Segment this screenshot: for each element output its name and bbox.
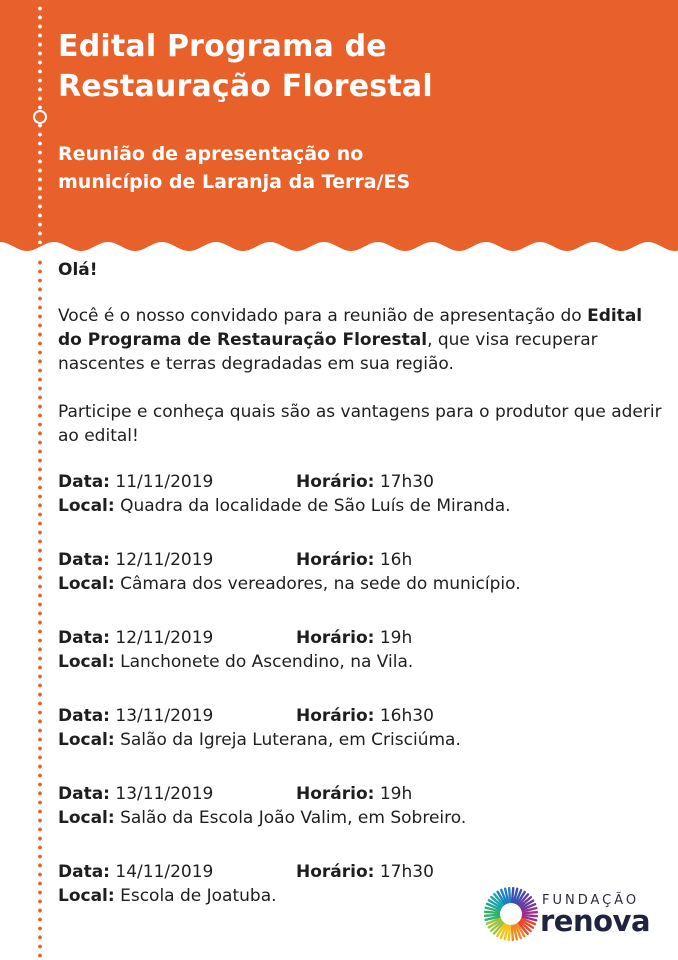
event-time: 19h — [379, 784, 413, 804]
intro-text-start: Você é o nosso convidado para a reunião de apresentação do — [58, 306, 588, 326]
place-label: Local: — [58, 886, 115, 906]
place-label: Local: — [58, 652, 115, 672]
intro-text-end: , que visa recuperar nascentes e terras degradadas em sua região. — [58, 330, 598, 374]
date-label: Data: — [58, 862, 110, 882]
date-label: Data: — [58, 784, 110, 804]
page-subtitle: Reunião de apresentação no município de Laranja da Terra/ES — [58, 143, 411, 193]
time-label: Horário: — [296, 784, 375, 804]
logo-ray — [509, 926, 510, 940]
dotted-line-top — [38, 4, 42, 244]
date-label: Data: — [58, 550, 110, 570]
event-time: 17h30 — [379, 472, 434, 492]
greeting: Olá! — [58, 260, 98, 280]
logo-ray — [512, 926, 513, 940]
logo-ray — [523, 912, 537, 913]
intro-program-name: Edital do Programa de Restauração Florestal — [58, 306, 643, 350]
event-item — [58, 782, 664, 860]
date-label: Data: — [58, 628, 110, 648]
page-title: Edital Programa de Restauração Florestal — [58, 29, 433, 104]
event-place: Escola de Joatuba. — [120, 886, 277, 906]
event-date: 12/11/2019 — [115, 628, 214, 648]
event-date: 13/11/2019 — [115, 784, 214, 804]
logo-ray — [485, 912, 499, 913]
time-label: Horário: — [296, 472, 375, 492]
place-label: Local: — [58, 808, 115, 828]
event-place: Salão da Igreja Luterana, em Crisciúma. — [120, 730, 461, 750]
event-item — [58, 704, 664, 782]
event-time: 19h — [379, 628, 413, 648]
event-time: 16h30 — [379, 706, 434, 726]
event-date: 11/11/2019 — [115, 472, 214, 492]
event-item — [58, 470, 664, 548]
event-date: 13/11/2019 — [115, 706, 214, 726]
event-item — [58, 548, 664, 626]
time-label: Horário: — [296, 862, 375, 882]
renova-ring-icon — [484, 887, 538, 941]
event-item — [58, 626, 664, 704]
logo-ray — [523, 915, 537, 916]
event-time: 16h — [379, 550, 413, 570]
event-list — [58, 470, 664, 938]
event-date: 14/11/2019 — [115, 862, 214, 882]
time-label: Horário: — [296, 550, 375, 570]
fundacao-renova-logo — [484, 887, 664, 947]
event-place: Salão da Escola João Valim, em Sobreiro. — [120, 808, 467, 828]
ring-marker — [33, 110, 47, 124]
event-place: Quadra da localidade de São Luís de Miranda. — [120, 496, 511, 516]
place-label: Local: — [58, 730, 115, 750]
date-label: Data: — [58, 706, 110, 726]
logo-big-text: renova — [540, 904, 651, 938]
event-place: Lanchonete do Ascendino, na Vila. — [120, 652, 414, 672]
logo-ray — [485, 915, 499, 916]
place-label: Local: — [58, 496, 115, 516]
event-date: 12/11/2019 — [115, 550, 214, 570]
logo-small-text: FUNDAÇÃO — [542, 893, 640, 908]
place-label: Local: — [58, 574, 115, 594]
participate-paragraph: Participe e conheça quais são as vantagens para o produtor que aderir ao edital! — [58, 402, 662, 446]
event-place: Câmara dos vereadores, na sede do município. — [120, 574, 521, 594]
time-label: Horário: — [296, 628, 375, 648]
dotted-line-bottom — [38, 258, 42, 958]
date-label: Data: — [58, 472, 110, 492]
event-time: 17h30 — [379, 862, 434, 882]
logo-ray — [509, 888, 510, 902]
logo-ray — [512, 888, 513, 902]
invitation-body — [58, 258, 664, 938]
intro-paragraph — [58, 304, 664, 376]
time-label: Horário: — [296, 706, 375, 726]
